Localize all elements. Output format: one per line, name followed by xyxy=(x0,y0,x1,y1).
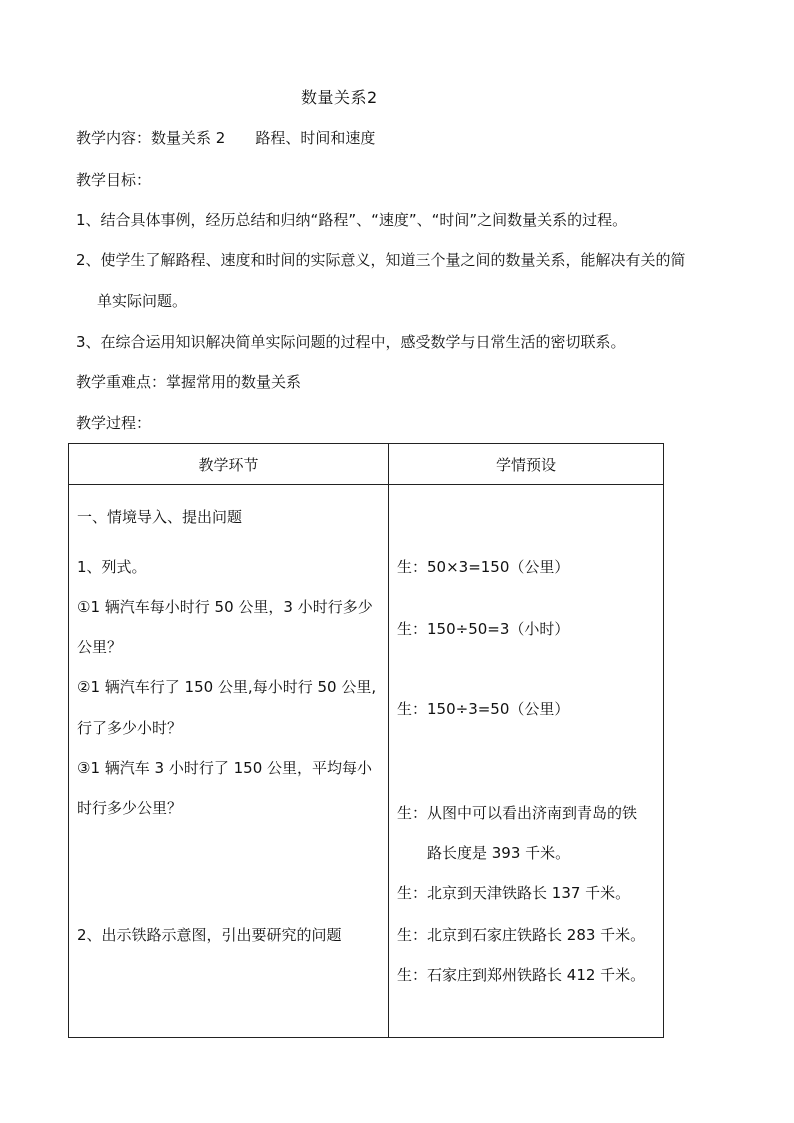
teaching-content: 教学内容：数量关系 2 路程、时间和速度 xyxy=(76,129,376,147)
answer-6: 生：北京到石家庄铁路长 283 千米。 xyxy=(397,926,646,944)
header-teaching-step: 教学环节 xyxy=(69,444,389,485)
answer-1: 生：50×3=150（公里） xyxy=(397,558,570,576)
question-1-continued: 公里？ xyxy=(77,638,123,656)
left-column-cell xyxy=(69,485,389,1038)
answer-2: 生：150÷50=3（小时） xyxy=(397,620,570,638)
railway-step: 2、出示铁路示意图，引出要研究的问题 xyxy=(77,926,342,944)
question-2-continued: 行了多少小时？ xyxy=(77,719,183,737)
process-label: 教学过程： xyxy=(76,414,152,432)
question-3-continued: 时行多少公里？ xyxy=(77,799,183,817)
question-2: ②1 辆汽车行了 150 公里,每小时行 50 公里, xyxy=(77,678,377,696)
question-3: ③1 辆汽车 3 小时行了 150 公里，平均每小 xyxy=(77,759,373,777)
answer-5: 生：北京到天津铁路长 137 千米。 xyxy=(397,884,631,902)
goal-1: 1、结合具体事例，经历总结和归纳“路程”、“速度”、“时间”之间数量关系的过程。 xyxy=(76,211,628,229)
lesson-plan-table xyxy=(68,443,664,1038)
answer-7: 生：石家庄到郑州铁路长 412 千米。 xyxy=(397,966,646,984)
header-student-expectation: 学情预设 xyxy=(389,444,664,485)
answer-3: 生：150÷3=50（公里） xyxy=(397,700,570,718)
key-points: 教学重难点：掌握常用的数量关系 xyxy=(76,373,302,391)
question-1: ①1 辆汽车每小时行 50 公里，3 小时行多少 xyxy=(77,598,373,616)
right-column-cell xyxy=(389,485,664,1038)
answer-4: 生：从图中可以看出济南到青岛的铁 xyxy=(397,804,638,822)
goal-2: 2、使学生了解路程、速度和时间的实际意义，知道三个量之间的数量关系，能解决有关的简 xyxy=(76,251,686,269)
answer-4-continued: 路长度是 393 千米。 xyxy=(427,844,571,862)
goals-label: 教学目标： xyxy=(76,171,152,189)
step-list: 1、列式。 xyxy=(77,558,147,576)
section-intro: 一、情境导入、提出问题 xyxy=(77,508,243,526)
goal-2-continued: 单实际问题。 xyxy=(97,292,188,310)
goal-3: 3、在综合运用知识解决简单实际问题的过程中，感受数学与日常生活的密切联系。 xyxy=(76,333,626,351)
page-title: 数量关系2 xyxy=(301,88,378,107)
